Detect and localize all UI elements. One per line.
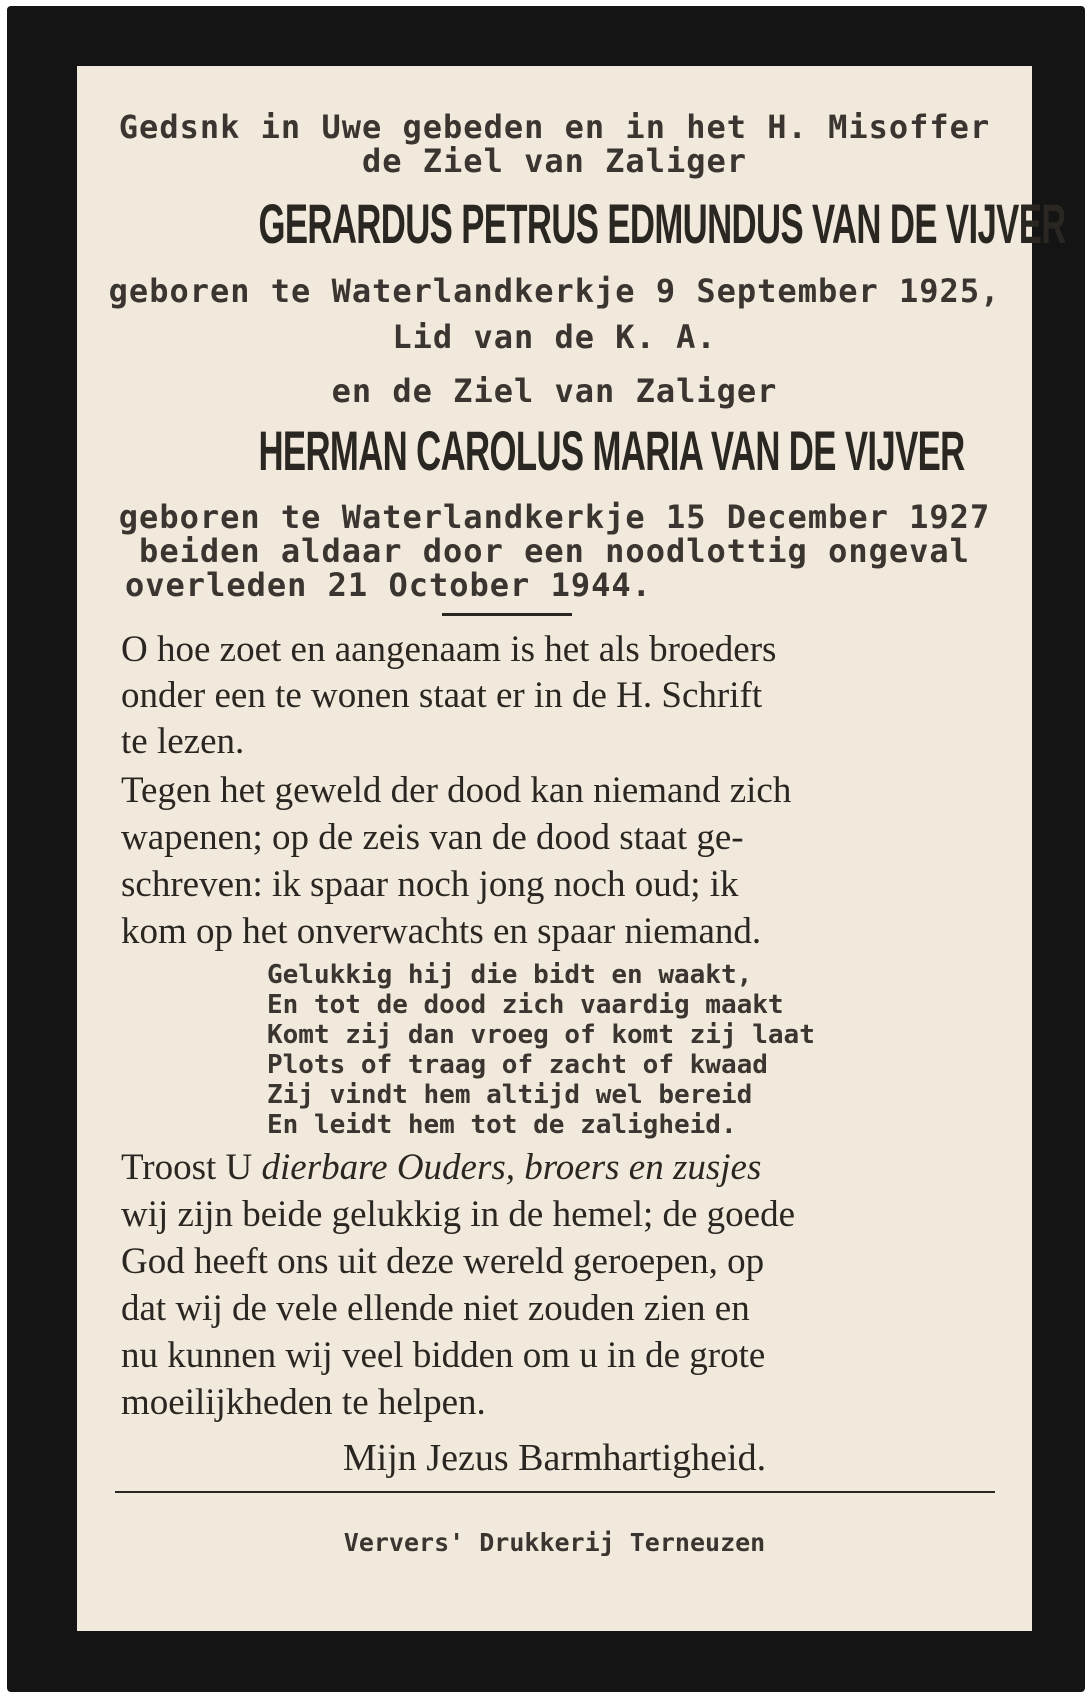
deceased-name-2: HERMAN CAROLUS MARIA VAN DE VIJVER: [258, 419, 965, 482]
intro-line-2: de Ziel van Zaliger: [361, 142, 748, 180]
text-line-5: wapenen; op de zeis van de dood staat ge-: [121, 817, 744, 858]
birth-line-2: geboren te Waterlandkerkje 15 December 1927: [118, 498, 991, 536]
membership-line: Lid van de K. A.: [392, 318, 717, 356]
intro-line-1: Gedsnk in Uwe gebeden en in het H. Misoffer: [118, 108, 991, 146]
connector-line: en de Ziel van Zaliger: [331, 372, 778, 410]
closing-prayer: Mijn Jezus Barmhartigheid.: [342, 1437, 767, 1479]
divider-long: [115, 1491, 995, 1493]
card-paper: [77, 66, 1066, 1631]
poem-line-4: Plots of traag of zacht of kwaad: [267, 1050, 768, 1080]
text-line-2: onder een te wonen staat er in de H. Schrift: [121, 675, 763, 716]
consolation-line-1: [121, 1146, 1076, 1189]
consolation-italic: dierbare Ouders, broers en zusjes: [261, 1147, 762, 1188]
text-line-3: te lezen.: [121, 721, 245, 762]
consolation-line-2: wij zijn beide gelukkig in de hemel; de goede: [121, 1194, 796, 1235]
poem-line-1: Gelukkig hij die bidt en waakt,: [267, 960, 753, 990]
poem-line-6: En leidt hem tot de zaligheid.: [267, 1110, 737, 1140]
consolation-line-4: dat wij de vele ellende niet zouden zien en: [121, 1288, 750, 1329]
poem-line-3: Komt zij dan vroeg of komt zij laat: [267, 1020, 815, 1050]
text-line-6: schreven: ik spaar noch jong noch oud; ik: [121, 864, 739, 905]
death-line-1: beiden aldaar door een noodlottig ongeval: [139, 532, 970, 570]
text-line-7: kom op het onverwachts en spaar niemand.: [121, 911, 762, 952]
consolation-start: Troost U: [121, 1147, 253, 1188]
birth-line-1: geboren te Waterlandkerkje 9 September 1925,: [108, 272, 1001, 310]
mourning-card: [7, 6, 1085, 1692]
poem-line-2: En tot de dood zich vaardig maakt: [267, 990, 784, 1020]
divider-short: [442, 613, 572, 616]
poem-line-5: Zij vindt hem altijd wel bereid: [267, 1080, 753, 1110]
text-line-1: O hoe zoet en aangenaam is het als broeders: [121, 629, 777, 670]
death-line-2: overleden 21 October 1944.: [125, 566, 652, 604]
consolation-line-6: moeilijkheden te helpen.: [121, 1382, 486, 1423]
consolation-line-5: nu kunnen wij veel bidden om u in de grote: [121, 1335, 766, 1376]
consolation-line-3: God heeft ons uit deze wereld geroepen, op: [121, 1241, 765, 1282]
printer-line: Ververs' Drukkerij Terneuzen: [343, 1528, 766, 1557]
text-line-4: Tegen het geweld der dood kan niemand zich: [121, 770, 792, 811]
deceased-name-1: GERARDUS PETRUS EDMUNDUS VAN DE VIJVER: [258, 192, 1066, 255]
